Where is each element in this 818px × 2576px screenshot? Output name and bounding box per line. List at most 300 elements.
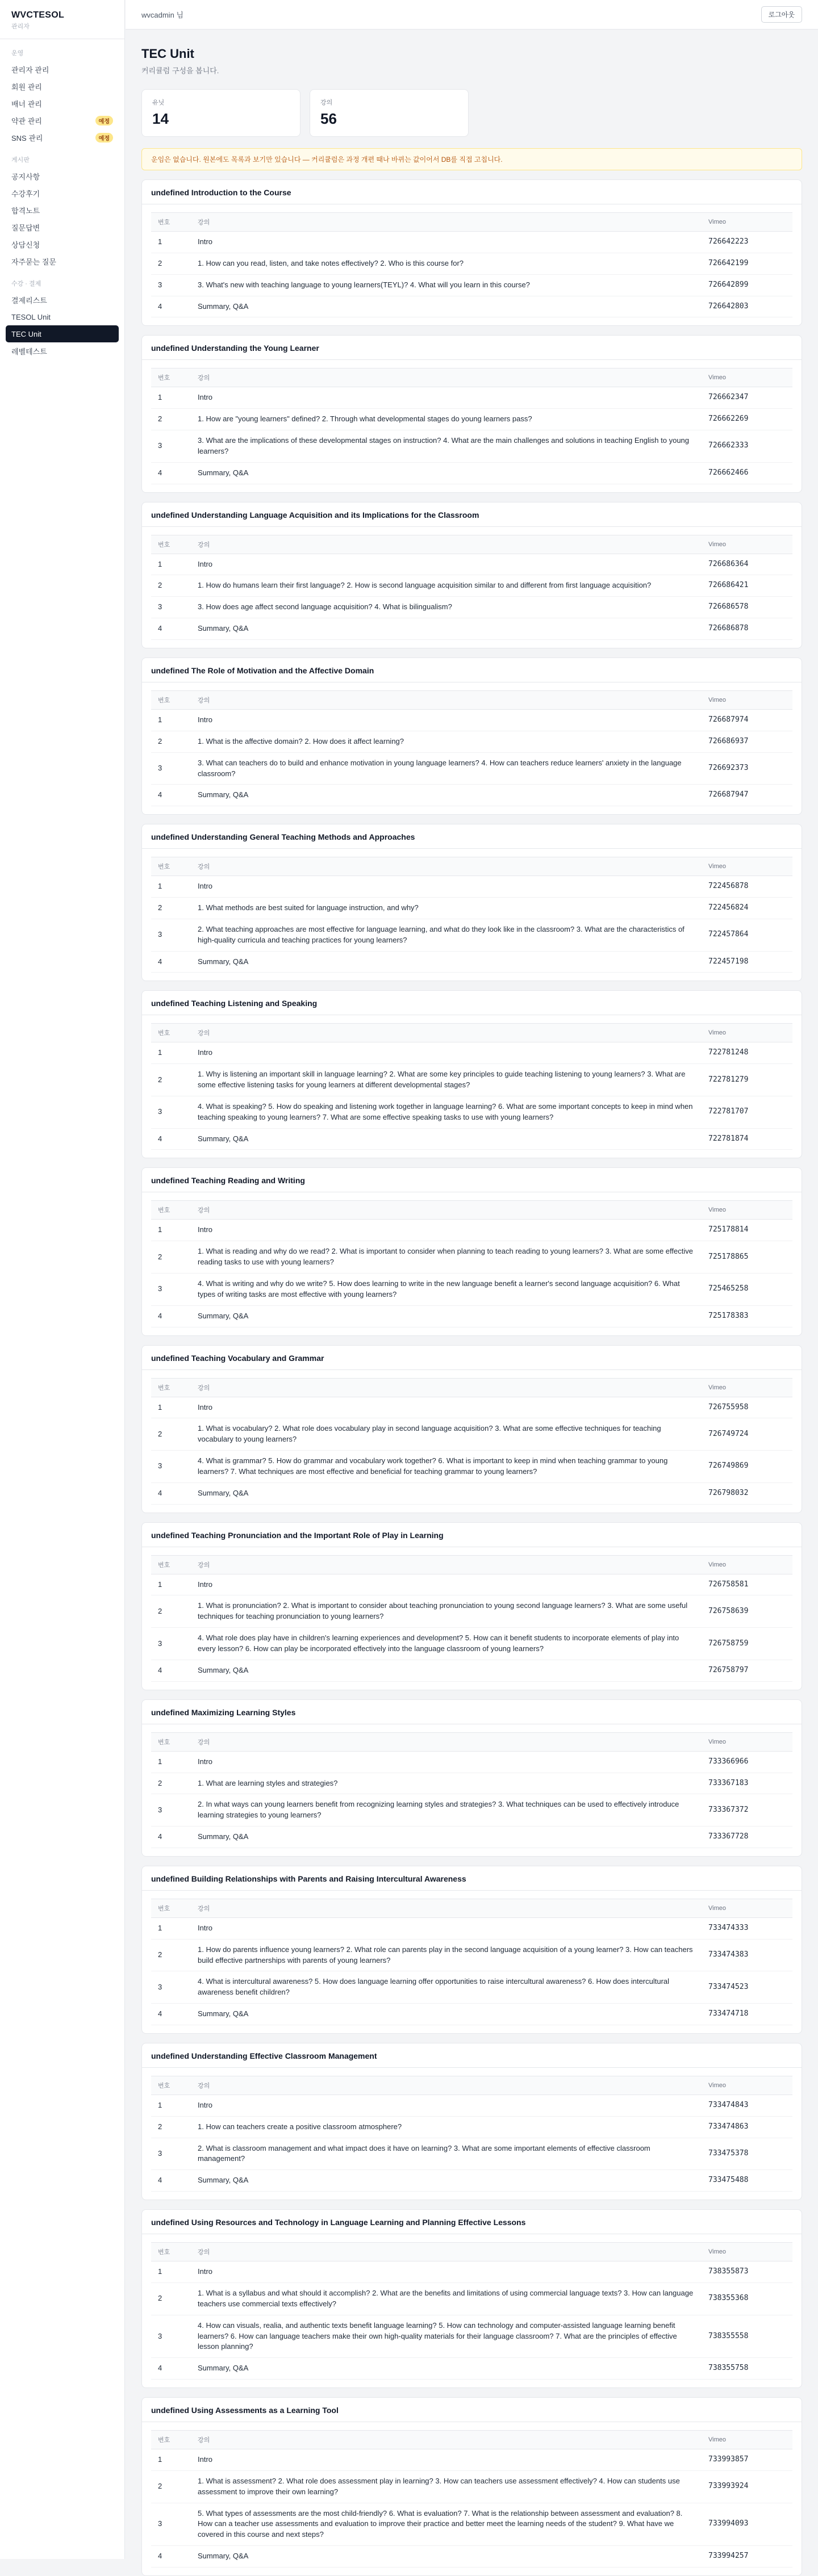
row-number: 2 <box>151 731 191 752</box>
lecture-table <box>151 2076 792 2192</box>
table-row <box>151 554 792 575</box>
row-number: 1 <box>151 387 191 409</box>
vimeo-id: 726686578 <box>702 597 792 618</box>
sidebar-item[interactable] <box>6 253 119 270</box>
sidebar-item-label: 약관 관리 <box>11 116 42 125</box>
row-number: 3 <box>151 430 191 463</box>
lecture-table <box>151 1899 792 2025</box>
table-row <box>151 1751 792 1773</box>
vimeo-id: 726662333 <box>702 430 792 463</box>
lecture-title: 1. What is reading and why do we read? 2. What is important to consider when planning to teach reading to young learners? 3. What are some effective reading tasks to use with young learners? <box>191 1241 702 1274</box>
sidebar-item[interactable] <box>6 78 119 95</box>
sidebar-item[interactable] <box>6 325 119 342</box>
vimeo-id: 733367728 <box>702 1827 792 1848</box>
table-row <box>151 2449 792 2471</box>
column-header-vimeo: Vimeo <box>702 1378 792 1397</box>
row-number: 4 <box>151 1827 191 1848</box>
lecture-title: Intro <box>191 554 702 575</box>
column-header-lecture: 강의 <box>191 857 702 876</box>
vimeo-id: 733474863 <box>702 2116 792 2138</box>
column-header-lecture: 강의 <box>191 368 702 387</box>
row-number: 1 <box>151 1574 191 1595</box>
column-header-lecture: 강의 <box>191 2431 702 2449</box>
lecture-title: Summary, Q&A <box>191 462 702 484</box>
table-row <box>151 2170 792 2192</box>
table-row <box>151 1397 792 1418</box>
row-number: 3 <box>151 1274 191 1306</box>
sidebar-item-label: TEC Unit <box>11 329 41 338</box>
table-row <box>151 296 792 317</box>
vimeo-id: 726686421 <box>702 575 792 597</box>
row-number: 4 <box>151 2358 191 2380</box>
unit-card <box>141 1699 802 1857</box>
column-header-lecture: 강의 <box>191 2076 702 2095</box>
sidebar-item[interactable] <box>6 236 119 253</box>
lecture-title: Intro <box>191 2095 702 2116</box>
lecture-title: 2. In what ways can young learners benefit from recognizing learning styles and strategies? 3. What techniques can be used to effectively introduce learning strategies to young learners? <box>191 1794 702 1827</box>
row-number: 2 <box>151 409 191 430</box>
sidebar-nav <box>0 39 124 359</box>
row-number: 1 <box>151 232 191 253</box>
table-row <box>151 575 792 597</box>
table-row <box>151 2315 792 2358</box>
row-number: 2 <box>151 1241 191 1274</box>
table-row <box>151 1971 792 2004</box>
row-number: 2 <box>151 2116 191 2138</box>
stats-row <box>141 89 802 137</box>
row-number: 3 <box>151 1794 191 1827</box>
row-number: 3 <box>151 274 191 296</box>
column-header-number: 번호 <box>151 2243 191 2261</box>
table-row <box>151 2470 792 2503</box>
lecture-title: 1. Why is listening an important skill in language learning? 2. What are some key principles to guide teaching listening to young learners? 3. What are some effective listening tasks for young learners at different developmental stages? <box>191 1064 702 1096</box>
page-title: TEC Unit <box>141 47 194 61</box>
lecture-title: Summary, Q&A <box>191 618 702 640</box>
table-row <box>151 1482 792 1504</box>
vimeo-id: 726758639 <box>702 1595 792 1628</box>
lecture-title: Intro <box>191 1917 702 1939</box>
vimeo-id: 726642899 <box>702 274 792 296</box>
column-header-number: 번호 <box>151 213 191 232</box>
row-number: 3 <box>151 597 191 618</box>
vimeo-id: 733993857 <box>702 2449 792 2471</box>
lecture-title: Summary, Q&A <box>191 1660 702 1681</box>
column-header-number: 번호 <box>151 2076 191 2095</box>
table-row <box>151 1794 792 1827</box>
unit-card <box>141 1522 802 1690</box>
row-number: 3 <box>151 1096 191 1128</box>
column-header-vimeo: Vimeo <box>702 1732 792 1751</box>
unit-title: undefined Introduction to the Course <box>142 180 802 204</box>
column-header-vimeo: Vimeo <box>702 368 792 387</box>
column-header-vimeo: Vimeo <box>702 2431 792 2449</box>
lecture-title: Intro <box>191 2449 702 2471</box>
vimeo-id: 726642199 <box>702 253 792 274</box>
lecture-title: Intro <box>191 1397 702 1418</box>
lecture-title: Intro <box>191 2261 702 2283</box>
row-number: 4 <box>151 951 191 973</box>
table-row <box>151 1773 792 1794</box>
sidebar-item-label: 합격노트 <box>11 206 40 215</box>
vimeo-id: 738355758 <box>702 2358 792 2380</box>
column-header-vimeo: Vimeo <box>702 535 792 554</box>
unit-title: undefined Teaching Reading and Writing <box>142 1168 802 1192</box>
sidebar-item[interactable] <box>6 95 119 112</box>
lecture-title: 1. How are "young learners" defined? 2. Through what developmental stages do young learners pass? <box>191 409 702 430</box>
sidebar-item[interactable] <box>6 185 119 202</box>
column-header-lecture: 강의 <box>191 1555 702 1574</box>
vimeo-id: 726749724 <box>702 1418 792 1451</box>
row-number: 2 <box>151 2470 191 2503</box>
column-header-number: 번호 <box>151 535 191 554</box>
column-header-vimeo: Vimeo <box>702 690 792 709</box>
sidebar-item-label: 관리자 관리 <box>11 65 49 74</box>
main-content <box>126 30 818 2576</box>
lecture-title: 1. What is a syllabus and what should it accomplish? 2. What are the benefits and limitations of using commercial language texts? 3. How can language teachers use commercial texts effectively? <box>191 2283 702 2315</box>
lecture-title: 3. What's new with teaching language to young learners(TEYL)? 4. What will you learn in this course? <box>191 274 702 296</box>
table-row <box>151 1241 792 1274</box>
row-number: 4 <box>151 1482 191 1504</box>
row-number: 4 <box>151 2546 191 2567</box>
row-number: 1 <box>151 1397 191 1418</box>
table-row <box>151 232 792 253</box>
unit-list <box>141 179 802 2576</box>
table-row <box>151 785 792 806</box>
lecture-title: 5. What types of assessments are the most child-friendly? 6. What is evaluation? 7. What is the relationship between assessment and evaluation? 8. How can a teacher use assessments and evaluation to improve their practice and better meet the learning needs of the student? 9. What have we covered in this course and next steps? <box>191 2503 702 2546</box>
row-number: 1 <box>151 1917 191 1939</box>
row-number: 4 <box>151 618 191 640</box>
unit-title: undefined The Role of Motivation and the Affective Domain <box>142 658 802 682</box>
row-number: 2 <box>151 1939 191 1971</box>
unit-title: undefined Understanding General Teaching Methods and Approaches <box>142 824 802 849</box>
column-header-lecture: 강의 <box>191 2243 702 2261</box>
brand-name: WVCTESOL <box>11 10 65 20</box>
table-row <box>151 1305 792 1327</box>
vimeo-id: 726686364 <box>702 554 792 575</box>
vimeo-id: 733993924 <box>702 2470 792 2503</box>
stat-card-units <box>141 89 301 137</box>
vimeo-id: 722456824 <box>702 898 792 919</box>
lecture-title: Summary, Q&A <box>191 1482 702 1504</box>
lecture-table <box>151 1023 792 1150</box>
table-row <box>151 409 792 430</box>
vimeo-id: 738355873 <box>702 2261 792 2283</box>
vimeo-id: 726758581 <box>702 1574 792 1595</box>
row-number: 4 <box>151 1660 191 1681</box>
lecture-title: 2. What teaching approaches are most effective for language learning, and what do they look like in the classroom? 3. What are the characteristics of high-quality curricula and teaching practices for young learners? <box>191 919 702 951</box>
column-header-lecture: 강의 <box>191 1201 702 1220</box>
topbar <box>126 0 818 30</box>
column-header-number: 번호 <box>151 2431 191 2449</box>
unit-card <box>141 1345 802 1513</box>
unit-title: undefined Understanding Language Acquisition and its Implications for the Classroom <box>142 502 802 527</box>
sidebar-item-label: 상담신청 <box>11 240 40 249</box>
vimeo-id: 738355558 <box>702 2315 792 2358</box>
lecture-title: 1. What is the affective domain? 2. How does it affect learning? <box>191 731 702 752</box>
lecture-title: 3. What are the implications of these developmental stages on instruction? 4. What are the main challenges and solutions in teaching English to young learners? <box>191 430 702 463</box>
row-number: 1 <box>151 709 191 731</box>
table-row <box>151 752 792 785</box>
table-row <box>151 2503 792 2546</box>
sidebar-item-label: 공지사항 <box>11 172 40 181</box>
vimeo-id: 726642803 <box>702 296 792 317</box>
sidebar-item[interactable] <box>6 342 119 359</box>
column-header-lecture: 강의 <box>191 1732 702 1751</box>
lecture-title: Intro <box>191 1751 702 1773</box>
row-number: 2 <box>151 1418 191 1451</box>
table-row <box>151 2138 792 2170</box>
vimeo-id: 733474383 <box>702 1939 792 1971</box>
lecture-title: Summary, Q&A <box>191 951 702 973</box>
row-number: 1 <box>151 2449 191 2471</box>
table-row <box>151 1827 792 1848</box>
table-row <box>151 597 792 618</box>
sidebar-item[interactable] <box>6 129 119 146</box>
lecture-title: 1. What methods are best suited for language instruction, and why? <box>191 898 702 919</box>
lecture-title: 4. What is grammar? 5. How do grammar and vocabulary work together? 6. What is important to keep in mind when teaching grammar to young learners? 7. What techniques are most effective and beneficial for teaching grammar to young learners? <box>191 1451 702 1483</box>
lecture-title: 3. How does age affect second language acquisition? 4. What is bilingualism? <box>191 597 702 618</box>
sidebar <box>0 0 125 2559</box>
column-header-number: 번호 <box>151 857 191 876</box>
column-header-lecture: 강의 <box>191 213 702 232</box>
lecture-title: 1. What are learning styles and strategies? <box>191 1773 702 1794</box>
table-row <box>151 1595 792 1628</box>
table-row <box>151 731 792 752</box>
row-number: 1 <box>151 1220 191 1241</box>
unit-title: undefined Teaching Listening and Speaking <box>142 991 802 1015</box>
row-number: 3 <box>151 2138 191 2170</box>
vimeo-id: 726758759 <box>702 1628 792 1660</box>
vimeo-id: 726662466 <box>702 462 792 484</box>
vimeo-id: 733994093 <box>702 2503 792 2546</box>
lecture-title: Summary, Q&A <box>191 2358 702 2380</box>
table-row <box>151 1128 792 1150</box>
table-row <box>151 2546 792 2567</box>
stat-value: 56 <box>320 110 337 127</box>
lecture-table <box>151 368 792 484</box>
vimeo-id: 733474523 <box>702 1971 792 2004</box>
vimeo-id: 726798032 <box>702 1482 792 1504</box>
table-row <box>151 2004 792 2025</box>
unit-card <box>141 657 802 815</box>
column-header-number: 번호 <box>151 1201 191 1220</box>
lecture-title: 4. What is intercultural awareness? 5. How does language learning offer opportunities to raise intercultural awareness? 6. How does intercultural awareness benefit children? <box>191 1971 702 2004</box>
lecture-title: Summary, Q&A <box>191 2004 702 2025</box>
lecture-title: 1. How do humans learn their first language? 2. How is second language acquisition similar to and different from first language acquisition? <box>191 575 702 597</box>
vimeo-id: 722781279 <box>702 1064 792 1096</box>
sidebar-item[interactable] <box>6 202 119 219</box>
table-row <box>151 1418 792 1451</box>
row-number: 1 <box>151 554 191 575</box>
column-header-number: 번호 <box>151 1378 191 1397</box>
stat-label: 강의 <box>320 99 333 106</box>
row-number: 2 <box>151 253 191 274</box>
lecture-title: Summary, Q&A <box>191 2170 702 2192</box>
table-row <box>151 1042 792 1064</box>
lecture-table <box>151 857 792 973</box>
vimeo-id: 733366966 <box>702 1751 792 1773</box>
sidebar-item[interactable] <box>6 291 119 308</box>
column-header-vimeo: Vimeo <box>702 1899 792 1917</box>
vimeo-id: 733994257 <box>702 2546 792 2567</box>
vimeo-id: 726758797 <box>702 1660 792 1681</box>
lecture-title: Intro <box>191 876 702 898</box>
unit-card <box>141 179 802 326</box>
table-row <box>151 1096 792 1128</box>
lecture-table <box>151 1732 792 1848</box>
lecture-title: 2. What is classroom management and what impact does it have on learning? 3. What are some important elements of effective classroom management? <box>191 2138 702 2170</box>
table-row <box>151 2358 792 2380</box>
vimeo-id: 738355368 <box>702 2283 792 2315</box>
unit-card <box>141 990 802 1158</box>
row-number: 4 <box>151 1305 191 1327</box>
row-number: 3 <box>151 2503 191 2546</box>
unit-card <box>141 2043 802 2200</box>
table-row <box>151 618 792 640</box>
sidebar-item-label: 질문답변 <box>11 223 40 232</box>
lecture-title: 1. What is assessment? 2. What role does assessment play in learning? 3. How can teachers use assessment effectively? 4. How can students use assessment to improve their own learning? <box>191 2470 702 2503</box>
row-number: 3 <box>151 2315 191 2358</box>
lecture-title: 4. How can visuals, realia, and authentic texts benefit language learning? 5. How can technology and computer-assisted language learning benefit learners? 6. How can language teachers make their own high-quality materials for their language classroom? 7. What are the principles of effective lesson planning? <box>191 2315 702 2358</box>
vimeo-id: 733474843 <box>702 2095 792 2116</box>
row-number: 2 <box>151 1064 191 1096</box>
table-row <box>151 919 792 951</box>
lecture-title: Summary, Q&A <box>191 785 702 806</box>
table-row <box>151 1628 792 1660</box>
stat-card-lectures <box>310 89 469 137</box>
unit-title: undefined Teaching Vocabulary and Grammar <box>142 1346 802 1370</box>
vimeo-id: 733367183 <box>702 1773 792 1794</box>
vimeo-id: 725465258 <box>702 1274 792 1306</box>
table-row <box>151 1660 792 1681</box>
vimeo-id: 733474718 <box>702 2004 792 2025</box>
sidebar-item[interactable] <box>6 167 119 185</box>
unit-title: undefined Understanding the Young Learner <box>142 336 802 360</box>
sidebar-item-label: 결제리스트 <box>11 296 47 305</box>
lecture-title: 1. What is vocabulary? 2. What role does vocabulary play in second language acquisition? 3. What are some effective techniques for teaching vocabulary to young learners? <box>191 1418 702 1451</box>
column-header-vimeo: Vimeo <box>702 1201 792 1220</box>
unit-title: undefined Maximizing Learning Styles <box>142 1700 802 1724</box>
unit-title: undefined Understanding Effective Classroom Management <box>142 2043 802 2068</box>
column-header-vimeo: Vimeo <box>702 857 792 876</box>
lecture-table <box>151 535 792 640</box>
lecture-title: 1. How do parents influence young learners? 2. What role can parents play in the second language acquisition of a young learner? 3. How can teachers build effective partnerships with parents of young learners? <box>191 1939 702 1971</box>
unit-card <box>141 824 802 981</box>
vimeo-id: 726662347 <box>702 387 792 409</box>
row-number: 2 <box>151 1595 191 1628</box>
column-header-vimeo: Vimeo <box>702 2243 792 2261</box>
lecture-title: Summary, Q&A <box>191 2546 702 2567</box>
lecture-title: Summary, Q&A <box>191 1827 702 1848</box>
unit-card <box>141 2397 802 2576</box>
lecture-table <box>151 2430 792 2567</box>
lecture-title: Intro <box>191 1042 702 1064</box>
unit-card <box>141 1167 802 1335</box>
table-row <box>151 1917 792 1939</box>
unit-card <box>141 1866 802 2034</box>
unit-title: undefined Teaching Pronunciation and the Important Role of Play in Learning <box>142 1523 802 1547</box>
current-user-label: wvcadmin 님 <box>141 11 183 19</box>
status-badge: 예정 <box>95 116 113 125</box>
column-header-vimeo: Vimeo <box>702 1555 792 1574</box>
unit-card <box>141 502 802 648</box>
vimeo-id: 726749869 <box>702 1451 792 1483</box>
vimeo-id: 733367372 <box>702 1794 792 1827</box>
unit-card <box>141 2209 802 2388</box>
sidebar-item[interactable] <box>6 308 119 325</box>
vimeo-id: 726755958 <box>702 1397 792 1418</box>
table-row <box>151 2283 792 2315</box>
sidebar-item-label: 배너 관리 <box>11 99 42 108</box>
table-row <box>151 1574 792 1595</box>
sidebar-item[interactable] <box>6 219 119 236</box>
vimeo-id: 733475488 <box>702 2170 792 2192</box>
row-number: 3 <box>151 1971 191 2004</box>
column-header-number: 번호 <box>151 690 191 709</box>
unit-title: undefined Using Resources and Technology in Language Learning and Planning Effective Lessons <box>142 2210 802 2234</box>
table-row <box>151 1451 792 1483</box>
sidebar-item-label: 레벨테스트 <box>11 347 47 356</box>
table-row <box>151 253 792 274</box>
table-row <box>151 898 792 919</box>
unit-title: undefined Building Relationships with Parents and Raising Intercultural Awareness <box>142 1866 802 1891</box>
lecture-title: 1. How can you read, listen, and take notes effectively? 2. Who is this course for? <box>191 253 702 274</box>
sidebar-item[interactable] <box>6 112 119 129</box>
nav-section-label: 운영 <box>11 50 24 57</box>
row-number: 2 <box>151 1773 191 1794</box>
sidebar-item-label: 회원 관리 <box>11 82 42 91</box>
row-number: 1 <box>151 876 191 898</box>
lecture-title: Summary, Q&A <box>191 1128 702 1150</box>
column-header-vimeo: Vimeo <box>702 2076 792 2095</box>
brand-subtitle: 관리자 <box>11 23 30 30</box>
vimeo-id: 722781248 <box>702 1042 792 1064</box>
row-number: 1 <box>151 1042 191 1064</box>
vimeo-id: 726686937 <box>702 731 792 752</box>
brand[interactable] <box>0 0 124 39</box>
logout-button[interactable]: 로그아웃 <box>761 6 802 23</box>
lecture-table <box>151 690 792 806</box>
row-number: 3 <box>151 752 191 785</box>
stat-value: 14 <box>152 110 169 127</box>
page-subtitle: 커리큘럼 구성을 봅니다. <box>141 66 219 75</box>
vimeo-id: 725178865 <box>702 1241 792 1274</box>
column-header-lecture: 강의 <box>191 690 702 709</box>
vimeo-id: 725178814 <box>702 1220 792 1241</box>
table-row <box>151 387 792 409</box>
column-header-number: 번호 <box>151 1555 191 1574</box>
row-number: 4 <box>151 296 191 317</box>
nav-section-label: 수강 · 결제 <box>11 280 41 287</box>
lecture-title: 1. What is pronunciation? 2. What is important to consider about teaching pronunciation to young second language learners? 3. What are some useful techniques for teaching pronunciation to young learners? <box>191 1595 702 1628</box>
vimeo-id: 726687974 <box>702 709 792 731</box>
row-number: 1 <box>151 2261 191 2283</box>
lecture-table <box>151 2242 792 2380</box>
vimeo-id: 722456878 <box>702 876 792 898</box>
sidebar-item-label: SNS 관리 <box>11 133 43 143</box>
vimeo-id: 726662269 <box>702 409 792 430</box>
row-number: 4 <box>151 2170 191 2192</box>
lecture-title: Intro <box>191 232 702 253</box>
column-header-lecture: 강의 <box>191 1378 702 1397</box>
column-header-number: 번호 <box>151 1732 191 1751</box>
sidebar-item[interactable] <box>6 61 119 78</box>
row-number: 2 <box>151 898 191 919</box>
row-number: 4 <box>151 1128 191 1150</box>
vimeo-id: 726692373 <box>702 752 792 785</box>
status-badge: 예정 <box>95 133 113 143</box>
table-row <box>151 274 792 296</box>
